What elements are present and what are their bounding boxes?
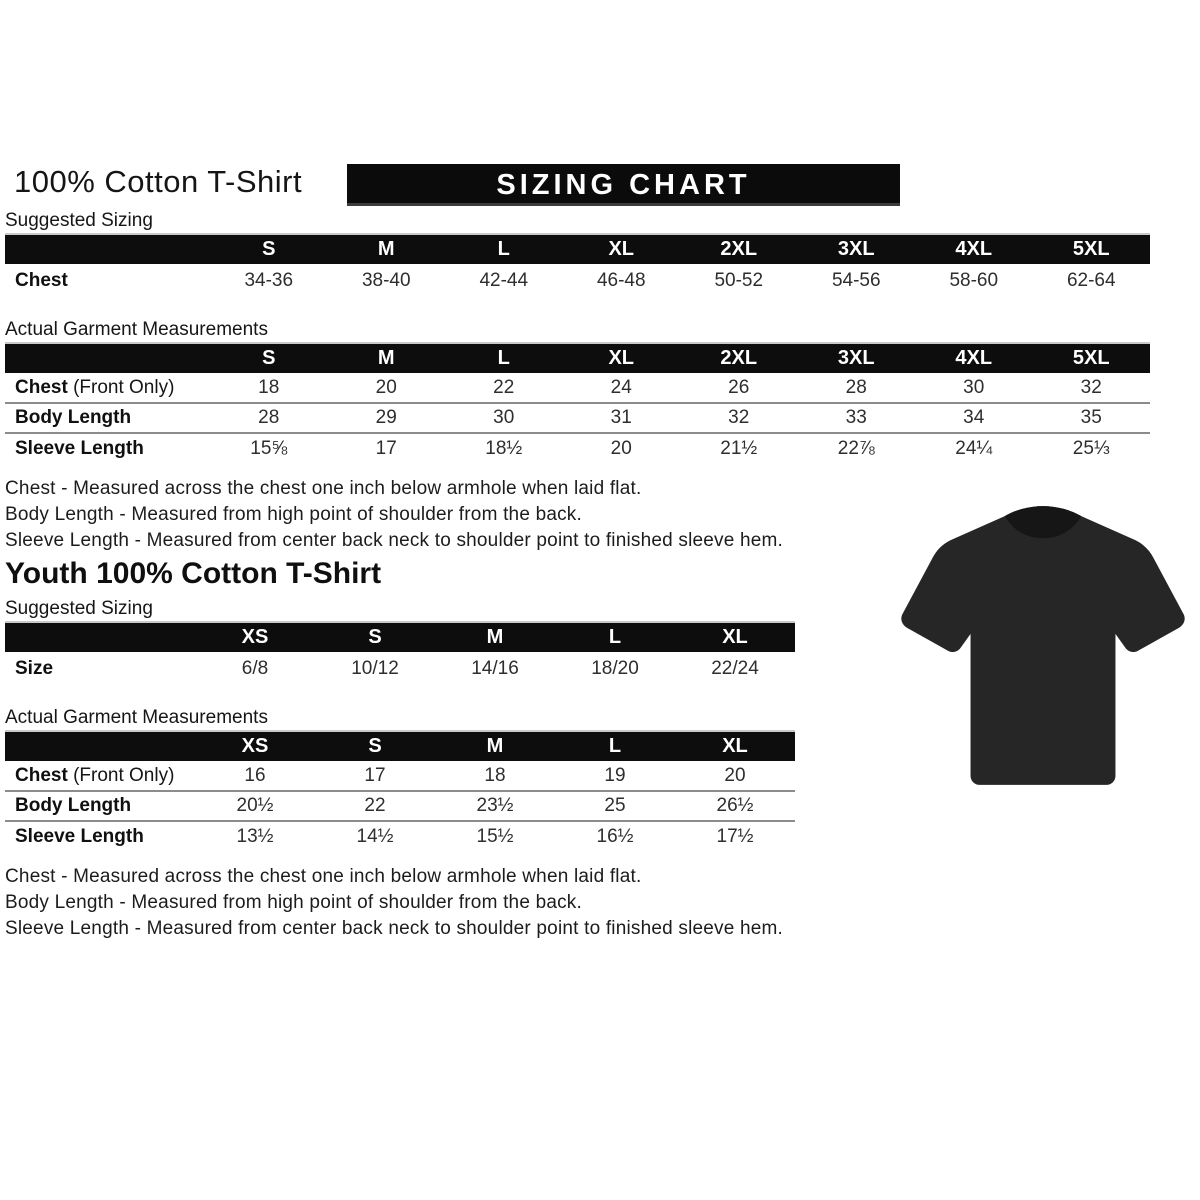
cell-value: 38-40 [361,270,411,291]
cell-value: 20 [563,433,681,463]
column-header: 4XL [915,235,1033,264]
column-header-blank [5,235,210,264]
cell-value: 13½ [195,821,315,851]
cell-value: 58-60 [949,270,999,291]
cell-value: 18 [484,764,506,786]
column-header: 5XL [1033,235,1151,264]
row-label: Chest (Front Only) [15,764,175,786]
column-header: S [210,235,328,264]
table-row-body-length [5,791,795,821]
banner-text: SIZING CHART [496,169,751,201]
column-header: XL [563,344,681,373]
cell-value: 20 [375,376,397,398]
cell-value: 25 [555,791,675,821]
row-label: Chest [15,270,68,291]
youth-actual-table [5,732,795,851]
sizing-chart-banner [347,164,900,206]
cell-value: 22/24 [711,658,759,679]
cell-value: 21½ [680,433,798,463]
cell-value: 50-52 [714,270,764,291]
cell-value: 14½ [315,821,435,851]
cell-value: 35 [1033,403,1151,433]
row-label: Sleeve Length [5,821,195,851]
cell-value: 15⅝ [210,433,328,463]
note-line: Sleeve Length - Measured from center back neck to shoulder point to finished sleeve hem. [5,530,784,551]
section-label-suggested-sizing: Suggested Sizing [5,210,1150,235]
table-row-size [5,652,795,686]
cell-value: 23½ [435,791,555,821]
column-header: S [315,732,435,761]
cell-value: 19 [604,764,626,786]
adult-suggested-section [5,210,1150,298]
youth-actual-section [5,707,795,851]
youth-measurement-notes [5,864,1170,942]
youth-suggested-section [5,598,795,686]
column-header: XL [675,732,795,761]
column-header: 3XL [798,235,916,264]
table-row [5,264,1150,298]
column-header: 4XL [915,344,1033,373]
cell-value: 20 [724,764,746,786]
cell-value: 29 [328,403,446,433]
adult-suggested-table [5,235,1150,298]
table-row-chest [5,761,795,791]
cell-value: 62-64 [1066,270,1116,291]
header-row [5,732,795,761]
column-header: M [435,732,555,761]
column-header-blank [5,732,195,761]
cell-value: 17 [328,433,446,463]
section-label-actual-measurements: Actual Garment Measurements [5,707,795,732]
tshirt-body [901,506,1184,785]
note-line: Sleeve Length - Measured from center back neck to shoulder point to finished sleeve hem. [5,918,784,939]
cell-value: 20½ [195,791,315,821]
cell-value: 16 [244,764,266,786]
row-label: Body Length [5,403,210,433]
header-row [5,344,1150,373]
column-header-blank [5,623,195,652]
cell-value: 16½ [555,821,675,851]
page-title: 100% Cotton T-Shirt [14,164,303,199]
column-header: 5XL [1033,344,1151,373]
column-header: XL [563,235,681,264]
note-line: Body Length - Measured from high point of shoulder from the back. [5,504,582,525]
cell-value: 28 [845,376,867,398]
cell-value: 10/12 [351,658,399,679]
cell-value: 18/20 [591,658,639,679]
cell-value: 42-44 [479,270,529,291]
youth-suggested-table [5,623,795,686]
cell-value: 28 [210,403,328,433]
cell-value: 32 [680,403,798,433]
column-header: XS [195,732,315,761]
row-label: Body Length [5,791,195,821]
cell-value: 30 [445,403,563,433]
cell-value: 33 [798,403,916,433]
note-line: Chest - Measured across the chest one inch below armhole when laid flat. [5,478,642,499]
column-header: M [435,623,555,652]
column-header: M [328,344,446,373]
cell-value: 26½ [675,791,795,821]
cell-value: 18½ [445,433,563,463]
cell-value: 32 [1080,376,1102,398]
cell-value: 18 [258,376,280,398]
table-row-body-length [5,403,1150,433]
tshirt-graphic [888,492,1198,804]
cell-value: 46-48 [596,270,646,291]
adult-actual-table [5,344,1150,463]
column-header: XL [675,623,795,652]
cell-value: 22 [493,376,515,398]
cell-value: 26 [728,376,750,398]
column-header: 3XL [798,344,916,373]
cell-value: 17½ [675,821,795,851]
cell-value: 31 [563,403,681,433]
column-header: S [210,344,328,373]
cell-value: 34-36 [244,270,294,291]
table-row-sleeve-length [5,433,1150,463]
note-line: Body Length - Measured from high point of shoulder from the back. [5,892,582,913]
adult-actual-section [5,319,1150,463]
note-line: Chest - Measured across the chest one inch below armhole when laid flat. [5,866,642,887]
cell-value: 15½ [435,821,555,851]
section-label-actual-measurements: Actual Garment Measurements [5,319,1150,344]
column-header: L [445,235,563,264]
row-label: Size [15,658,54,679]
column-header: 2XL [680,344,798,373]
tshirt-product-image [888,492,1198,804]
cell-value: 30 [963,376,985,398]
table-row-sleeve-length [5,821,795,851]
cell-value: 25⅓ [1033,433,1151,463]
column-header-blank [5,344,210,373]
row-label: Sleeve Length [5,433,210,463]
column-header: S [315,623,435,652]
row-label: Chest (Front Only) [15,376,175,398]
column-header: M [328,235,446,264]
column-header: L [445,344,563,373]
cell-value: 34 [915,403,1033,433]
cell-value: 14/16 [471,658,519,679]
table-row-chest [5,373,1150,403]
cell-value: 54-56 [831,270,881,291]
section-label-suggested-sizing: Suggested Sizing [5,598,795,623]
header-row [5,235,1150,264]
cell-value: 22 [315,791,435,821]
cell-value: 22⅞ [798,433,916,463]
column-header: L [555,732,675,761]
cell-value: 17 [364,764,386,786]
cell-value: 24¼ [915,433,1033,463]
youth-section-title: Youth 100% Cotton T-Shirt [5,557,382,590]
header-row [5,623,795,652]
column-header: XS [195,623,315,652]
column-header: 2XL [680,235,798,264]
cell-value: 6/8 [241,658,269,679]
cell-value: 24 [610,376,632,398]
column-header: L [555,623,675,652]
